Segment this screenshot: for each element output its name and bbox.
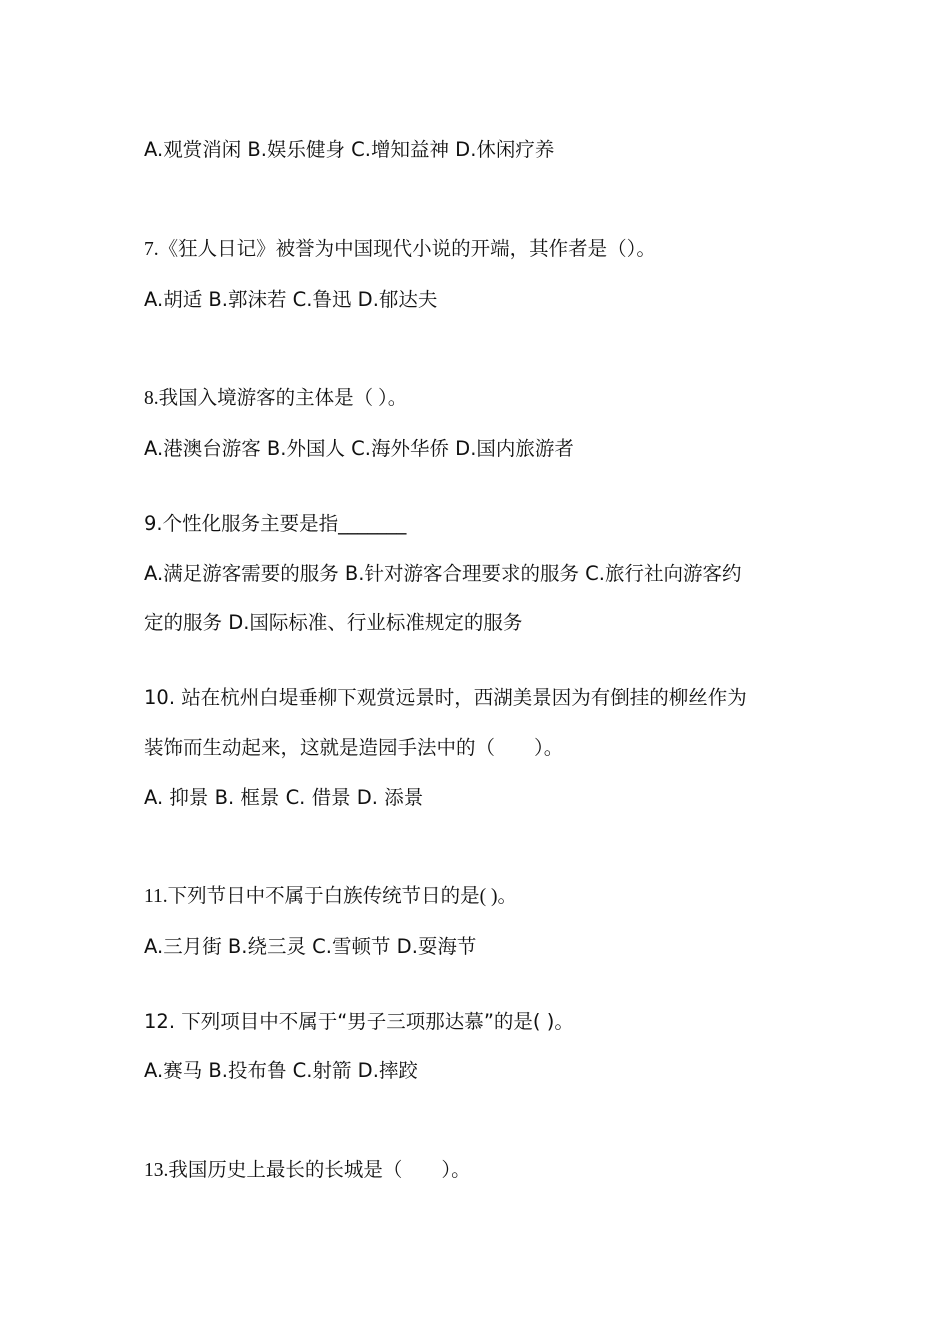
q12-question: 12. 下列项目中不属于“男子三项那达慕”的是( )。 <box>144 1010 574 1033</box>
q10-options: A. 抑景 B. 框景 C. 借景 D. 添景 <box>144 786 424 809</box>
q12-options: A.赛马 B.投布鲁 C.射箭 D.摔跤 <box>144 1059 418 1082</box>
q11-options: A.三月街 B.绕三灵 C.雪顿节 D.耍海节 <box>144 935 477 958</box>
q13-question: 13.我国历史上最长的长城是（ ）。 <box>144 1160 471 1181</box>
q9-options-line-2: 定的服务 D.国际标准、行业标准规定的服务 <box>144 611 523 634</box>
q6-options: A.观赏消闲 B.娱乐健身 C.增知益神 D.休闲疗养 <box>144 138 555 161</box>
q7-question: 7.《狂人日记》被誉为中国现代小说的开端，其作者是（）。 <box>144 239 656 260</box>
q10-question-line-2: 装饰而生动起来，这就是造园手法中的（ ）。 <box>144 736 564 759</box>
q7-options: A.胡适 B.郭沫若 C.鲁迅 D.郁达夫 <box>144 288 438 311</box>
q8-options: A.港澳台游客 B.外国人 C.海外华侨 D.国内旅游者 <box>144 437 574 460</box>
q9-options-line-1: A.满足游客需要的服务 B.针对游客合理要求的服务 C.旅行社向游客约 <box>144 562 742 585</box>
q11-question: 11.下列节日中不属于白族传统节日的是( )。 <box>144 886 518 907</box>
q10-question-line-1: 10. 站在杭州白堤垂柳下观赏远景时，西湖美景因为有倒挂的柳丝作为 <box>144 686 747 709</box>
q8-question: 8.我国入境游客的主体是（ ）。 <box>144 388 408 409</box>
q9-question: 9.个性化服务主要是指_______ <box>144 512 407 535</box>
